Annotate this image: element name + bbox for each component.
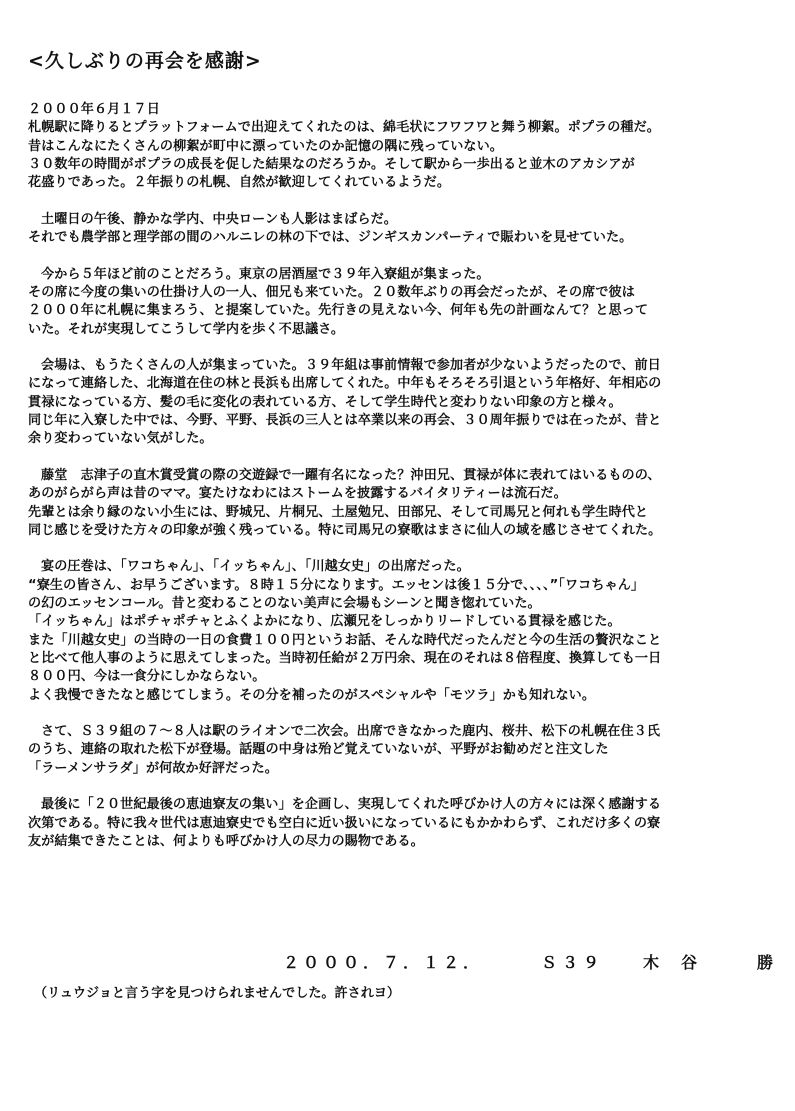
paragraph-line: 同じ年に入寮した中では、今野、平野、長浜の三人とは卒業以来の再会、３０周年振りでは在ったが、昔と xyxy=(28,413,662,429)
signature-date: ２０００．７．１２． xyxy=(283,953,484,972)
paragraph-gap xyxy=(28,449,758,467)
paragraph-line: 先輩とは余り縁のない小生には、野城兄、片桐兄、土屋勉兄、田部兄、そして司馬兄と何れも学生時代と xyxy=(28,504,649,520)
paragraph-line: のうち、連絡の取れた松下が登場。話題の中身は殆ど覚えていないが、平野がお勧めだと注文した xyxy=(28,742,609,758)
paragraph-line: “寮生の皆さん、お早うございます。８時１５分になります。エッセンは後１５分で、、、、”「ワコちゃん」 xyxy=(28,577,645,593)
paragraph-line: 「ラーメンサラダ」が何故か好評だった。 xyxy=(28,760,278,776)
paragraph-line: あのがらがら声は昔のママ。宴たけなわにはストームを披露するバイタリティーは流石だ。 xyxy=(28,486,567,502)
paragraph-line: 花盛りであった。２年振りの札幌、自然が歓迎してくれているようだ。 xyxy=(28,175,451,191)
paragraph-line: と比べて他人事のように思えてしまった。当時初任給が２万円余、現在のそれは８倍程度、換算しても一日 xyxy=(28,650,662,666)
paragraph-line: 「イッちゃん」はポチャポチャとふくよかになり、広瀬兄をしっかりリードしている貫禄を感じた。 xyxy=(28,614,621,630)
paragraph-line: 今から５年ほど前のことだろう。東京の居酒屋で３９年入寮組が集まった。 xyxy=(41,266,490,282)
paragraph-line: 土曜日の午後、静かな学内、中央ローンも人影はまばらだ。 xyxy=(41,211,397,227)
signature-class-year: Ｓ３９ xyxy=(541,953,605,972)
paragraph-line: 札幌駅に降りるとプラットフォームで出迎えてくれたのは、綿毛状にフワフワと舞う柳絮。ポプラの種だ。 xyxy=(28,120,660,136)
paragraph-line: 昔はこんなにたくさんの柳絮が町中に漂っていたのか記憶の隅に残っていない。 xyxy=(28,138,503,154)
date-line: ２０００年６月１７日 xyxy=(28,102,160,117)
paragraph-line: また「川越女史」の当時の一日の食費１００円というお話、そんな時代だったんだと今の生活の贅沢なこと xyxy=(28,632,662,648)
paragraph-line: いた。それが実現してこうして学内を歩く不思議さ。 xyxy=(28,321,345,337)
paragraph-gap xyxy=(28,339,758,357)
page-title: <久しぶりの再会を感謝> xyxy=(28,50,262,72)
paragraph-line: 同じ感じを受けた方々の印象が強く残っている。特に司馬兄の寮歌はまさに仙人の域を感じさせてくれた。 xyxy=(28,522,662,538)
footnote: （リュウジョと言う字を見つけられませんでした。許されヨ） xyxy=(34,986,400,1001)
paragraph-gap xyxy=(28,540,758,558)
paragraph-line: ８００円、今は一食分にしかならない。 xyxy=(28,669,266,685)
paragraph-line: 貫禄になっている方、髪の毛に変化の表れている方、そして学生時代と変わりない印象の方と様々。 xyxy=(28,394,622,410)
paragraph-line: の幻のエッセンコール。昔と変わることのない美声に会場もシーンと聞き惚れていた。 xyxy=(28,596,541,612)
paragraph-line: 宴の圧巻は、「ワコちゃん」、「イッちゃん」、「川越女史」の出席だった。 xyxy=(41,559,470,575)
paragraph-gap xyxy=(28,778,758,796)
paragraph-gap xyxy=(28,247,758,265)
paragraph-line: 会場は、もうたくさんの人が集まっていた。３９年組は事前情報で参加者が少ないようだったので、前日 xyxy=(41,358,661,374)
paragraph-line: ３０数年の時間がポプラの成長を促した結果なのだろうか。そして駅から一歩出ると並木のアカシアが xyxy=(28,156,635,172)
paragraph-line: 友が結集できたことは、何よりも呼びかけ人の尽力の賜物である。 xyxy=(28,833,424,849)
paragraph-line: 次第である。特に我々世代は恵迪寮史でも空白に近い扱いになっているにもかかわらず、これだけ多くの寮 xyxy=(28,815,661,831)
signature-name: 木谷 勝 xyxy=(643,953,795,972)
paragraph-line: 最後に「２０世紀最後の恵迪寮友の集い」を企画し、実現してくれた呼びかけ人の方々には深く感謝する xyxy=(41,797,662,813)
letter-body xyxy=(28,101,758,851)
paragraph-line: になって連絡した、北海道在住の林と長浜も出席してくれた。中年もそろそろ引退という年格好、年相応の xyxy=(28,376,662,392)
paragraph-gap xyxy=(28,705,758,723)
paragraph-line: さて、Ｓ３９組の７～８人は駅のライオンで二次会。出席できなかった鹿内、桜井、松下の札幌在住３氏 xyxy=(41,724,661,740)
paragraph-line: その席に今度の集いの仕掛け人の一人、佃兄も来ていた。２０数年ぶりの再会だったが、その席で彼は xyxy=(28,284,635,300)
paragraph-line: 藤堂 志津子の直木賞受賞の際の交遊録で一躍有名になった？沖田兄、貫禄が体に表れてはいるものの、 xyxy=(41,467,661,483)
paragraph-gap xyxy=(28,192,758,210)
paragraph-line: よく我慢できたなと感じてしまう。その分を補ったのがスペシャルや「モツラ」かも知れない。 xyxy=(28,687,596,703)
paragraph-line: それでも農学部と理学部の間のハルニレの林の下では、ジンギスカンパーティで賑わいを見せていた。 xyxy=(28,230,633,246)
paragraph-line: 余り変わっていない気がした。 xyxy=(28,431,213,447)
paragraph-line: ２０００年に札幌に集まろう、と提案していた。先行きの見えない今、何年も先の計画なんて？と思って xyxy=(28,303,649,319)
